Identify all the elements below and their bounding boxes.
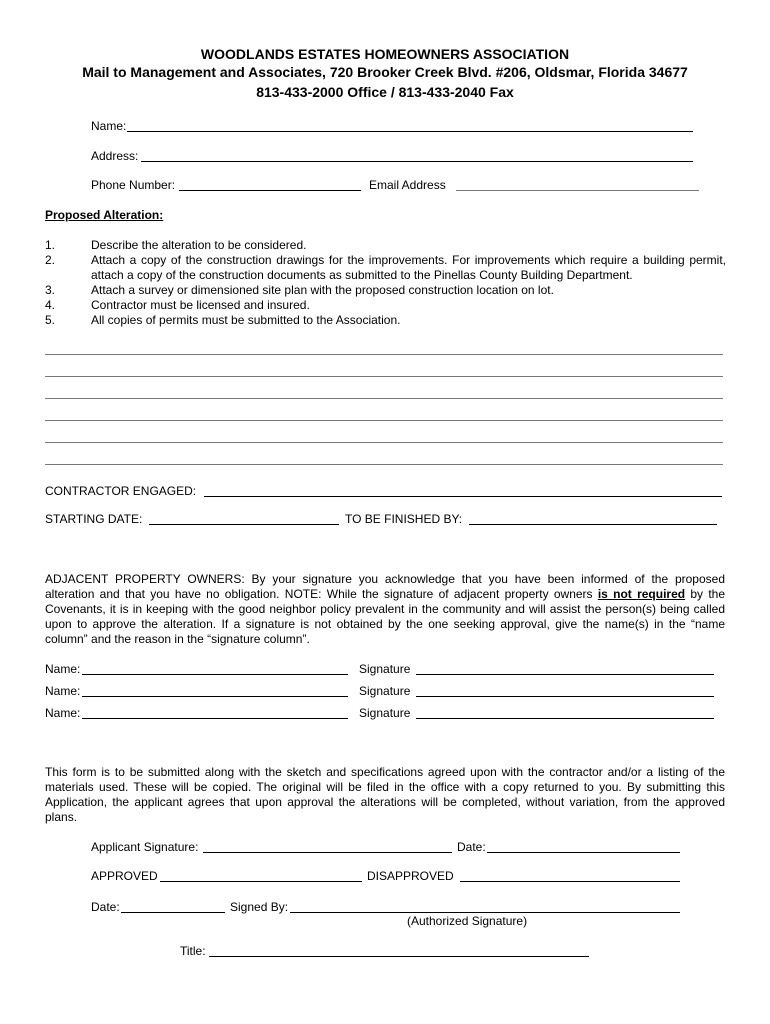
adjacent-text-after: by the Covenants, it is in keeping with the good neighbor policy prevalent in the community and will assist the person(s) being called upon to approve the alteration. If a signature is not obtained by the one seeking approval, give the name(s) in the “name column” and the reason in the “signature column”. <box>45 587 726 646</box>
phone-label: Phone Number: <box>91 178 176 192</box>
neighbor-signature-field[interactable] <box>416 696 714 697</box>
list-number: 1. <box>45 238 56 252</box>
form-title: WOODLANDS ESTATES HOMEOWNERS ASSOCIATION <box>200 46 570 62</box>
starting-date-field[interactable] <box>149 524 339 525</box>
neighbor-signature-field[interactable] <box>416 674 714 675</box>
email-label: Email Address <box>369 178 446 192</box>
finish-date-label: TO BE FINISHED BY: <box>345 512 463 526</box>
neighbor-signature-label: Signature <box>359 684 411 698</box>
disapproved-label: DISAPPROVED <box>367 869 454 883</box>
name-label: Name: <box>91 119 127 133</box>
applicant-date-field[interactable] <box>487 852 680 853</box>
approved-label: APPROVED <box>91 869 158 883</box>
address-label: Address: <box>91 149 139 163</box>
adjacent-text-before: ADJACENT PROPERTY OWNERS: By your signature you acknowledge that you have been informed of the proposed alteration and that you have no obligation. NOTE: While the signature of adjacent property owners <box>45 572 725 601</box>
phone-fax: 813-433-2000 Office / 813-433-2040 Fax <box>256 84 514 100</box>
description-line[interactable] <box>45 398 723 399</box>
adjacent-owners-paragraph <box>45 572 725 647</box>
neighbor-name-field[interactable] <box>82 696 348 697</box>
neighbor-name-label: Name: <box>45 662 81 676</box>
mailing-address: Mail to Management and Associates, 720 Brooker Creek Blvd. #206, Oldsmar, Florida 34677 <box>82 64 688 80</box>
proposed-alteration-heading: Proposed Alteration: <box>45 208 164 222</box>
approval-date-field[interactable] <box>121 912 225 913</box>
list-item: Describe the alteration to be considered. <box>91 238 307 252</box>
description-line[interactable] <box>45 420 723 421</box>
address-field[interactable] <box>141 161 693 162</box>
neighbor-signature-field[interactable] <box>416 718 714 719</box>
contractor-field[interactable] <box>204 496 722 497</box>
starting-date-label: STARTING DATE: <box>45 512 143 526</box>
phone-field[interactable] <box>179 190 361 191</box>
neighbor-name-field[interactable] <box>82 674 348 675</box>
signed-by-field[interactable] <box>290 912 680 913</box>
approved-field[interactable] <box>160 881 362 882</box>
list-number: 4. <box>45 298 56 312</box>
description-line[interactable] <box>45 376 723 377</box>
not-required-emphasis: is not required <box>597 587 686 601</box>
email-field[interactable] <box>456 190 699 191</box>
list-number: 3. <box>45 283 56 297</box>
list-item: Attach a copy of the construction drawings for the improvements. For improvements which require a building permit, attach a copy of the construction documents as submitted to the Pinellas County Building Department. <box>91 253 726 282</box>
description-line[interactable] <box>45 442 723 443</box>
description-line[interactable] <box>45 354 723 355</box>
list-item: All copies of permits must be submitted to the Association. <box>91 313 401 327</box>
list-number: 5. <box>45 313 56 327</box>
list-number: 2. <box>45 253 56 267</box>
neighbor-name-field[interactable] <box>82 718 348 719</box>
list-item: Attach a survey or dimensioned site plan with the proposed construction location on lot. <box>91 283 554 297</box>
contractor-label: CONTRACTOR ENGAGED: <box>45 484 197 498</box>
applicant-signature-field[interactable] <box>203 852 452 853</box>
name-field[interactable] <box>127 131 693 132</box>
title-label: Title: <box>180 944 206 958</box>
finish-date-field[interactable] <box>469 524 717 525</box>
authorized-signature-caption: (Authorized Signature) <box>407 914 528 928</box>
disapproved-field[interactable] <box>460 881 680 882</box>
applicant-date-label: Date: <box>457 840 486 854</box>
list-item: Contractor must be licensed and insured. <box>91 298 310 312</box>
description-line[interactable] <box>45 464 723 465</box>
neighbor-name-label: Name: <box>45 706 81 720</box>
title-field[interactable] <box>209 956 589 957</box>
submission-paragraph: This form is to be submitted along with the sketch and specifications agreed upon with the contractor and/or a listing of the materials used. These will be copied. The original will be filed in the office with a copy returned to you. By submitting this Application, the applicant agrees that upon approval the alterations will be completed, without variation, from the approved plans. <box>45 765 725 824</box>
approval-date-label: Date: <box>91 900 120 914</box>
neighbor-signature-label: Signature <box>359 706 411 720</box>
signed-by-label: Signed By: <box>230 900 289 914</box>
neighbor-name-label: Name: <box>45 684 81 698</box>
applicant-signature-label: Applicant Signature: <box>91 840 199 854</box>
neighbor-signature-label: Signature <box>359 662 411 676</box>
